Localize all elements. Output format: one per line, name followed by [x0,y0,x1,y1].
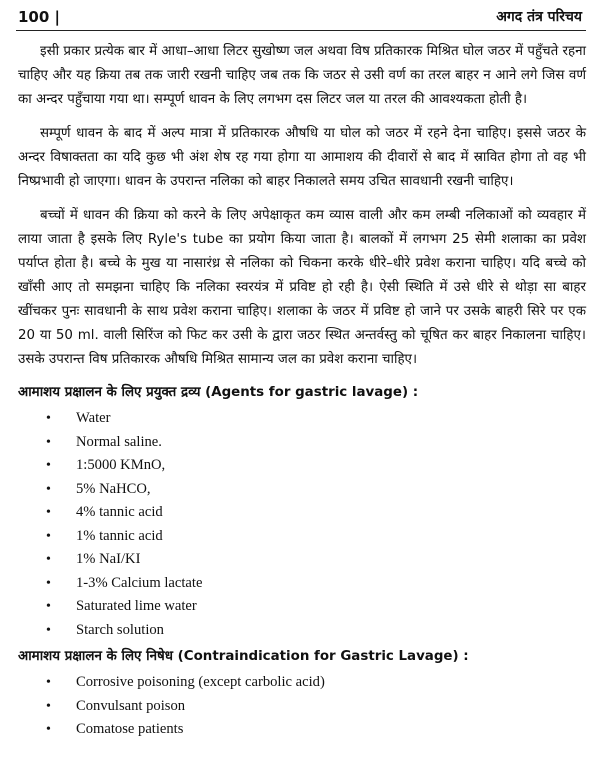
page-header [0,0,600,34]
page-number: 100 | [18,8,61,26]
bullet-icon: • [46,552,51,567]
list-item: • Saturated lime water [18,595,586,619]
paragraph-lavage-quantity: इसी प्रकार प्रत्येक बार में आधा–आधा लिटर सुखोष्ण जल अथवा विष प्रतिकारक मिश्रित घोल जठर में पहुँचते रहना चाहिए और यह क्रिया तब तक जारी रखनी चाहिए जब तक कि जठर से उसी वर्ण का तरल बाहर न आने लगे जिस वर्ण का अन्दर पहुँचाया गया था। सम्पूर्ण धावन के लिए लगभग दस लिटर जल या तरल की आवश्यकता होती है। [18,44,586,107]
bullet-icon: • [46,722,51,737]
contraindication-heading: आमाशय प्रक्षालन के लिए निषेध (Contraindication for Gastric Lavage) : [18,649,469,664]
bullet-icon: • [46,458,51,473]
bullet-icon: • [46,434,51,450]
list-item: • 1% tannic acid [18,525,586,549]
header-rule [16,30,586,31]
running-title: अगद तंत्र परिचय [496,9,582,25]
list-item: • Corrosive poisoning (except carbolic acid) [18,671,586,695]
paragraph-after-lavage: सम्पूर्ण धावन के बाद में अल्प मात्रा में प्रतिकारक औषधि या घोल को जठर में रहने देना चाहिए। इससे जठर के अन्दर विषाक्तता का यदि कुछ भी अंश शेष रह गया होगा या आमाशय की दीवारों से बाद में स्रावित होगा तो वह भी निष्प्रभावी हो जाएगा। धावन के उपरान्त नलिका को बाहर निकालते समय उचित सावधानी रखनी चाहिए। [18,126,586,189]
agents-heading: आमाशय प्रक्षालन के लिए प्रयुक्त द्रव्य (Agents for gastric lavage) : [18,385,419,400]
list-item: • 5% NaHCO, [18,478,586,502]
list-item: • Starch solution [18,619,586,643]
list-item: • Comatose patients [18,718,586,742]
bullet-icon: • [46,622,51,638]
agents-list [18,407,586,642]
paragraph-children-lavage: बच्चों में धावन की क्रिया को करने के लिए अपेक्षाकृत कम व्यास वाली और कम लम्बी नलिकाओं को व्यवहार में लाया जाता है इसके लिए Ryle's tube का प्रयोग किया जाता है। बालकों में लगभग 25 सेमी शलाका का प्रवेश पर्याप्त होता है। बच्चे के मुख या नासारंध्र से नलिका को चिकना करके धीरे–धीरे प्रवेश कराना चाहिए। यदि बच्चे को खाँसी आए तो समझना चाहिए कि नलिका स्वरयंत्र में प्रविष्ट हो रही है। ऐसी स्थिति में उसे धीरे से थोड़ा सा बाहर खींचकर पुनः सावधानी के साथ प्रवेश कराना चाहिए। शलाका के जठर में प्रविष्ट हो जाने पर उसके बाहरी सिरे पर एक 20 या 50 ml. वाली सिरिंज को फिट कर उसी के द्वारा जठर स्थित अन्तर्वस्तु को चूषित कर बाहर निकालना चाहिए। उसके उपरान्त विष प्रतिकारक औषधि मिश्रित सामान्य जल का प्रवेश कराना चाहिए। [18,208,586,367]
list-item: • 1:5000 KMnO, [18,454,586,478]
list-item: • 1-3% Calcium lactate [18,572,586,596]
contraindication-list [18,671,586,742]
list-item: • Convulsant poison [18,695,586,719]
bullet-icon: • [46,698,51,714]
bullet-icon: • [46,599,51,614]
page-body [18,40,586,746]
bullet-icon: • [46,528,51,544]
list-item: • 1% NaI/KI [18,548,586,572]
bullet-icon: • [46,675,51,690]
list-item: • Normal saline. [18,431,586,455]
bullet-icon: • [46,411,51,426]
list-item: • Water [18,407,586,431]
bullet-icon: • [46,505,51,520]
list-item: • 4% tannic acid [18,501,586,525]
bullet-icon: • [46,481,51,497]
bullet-icon: • [46,575,51,591]
